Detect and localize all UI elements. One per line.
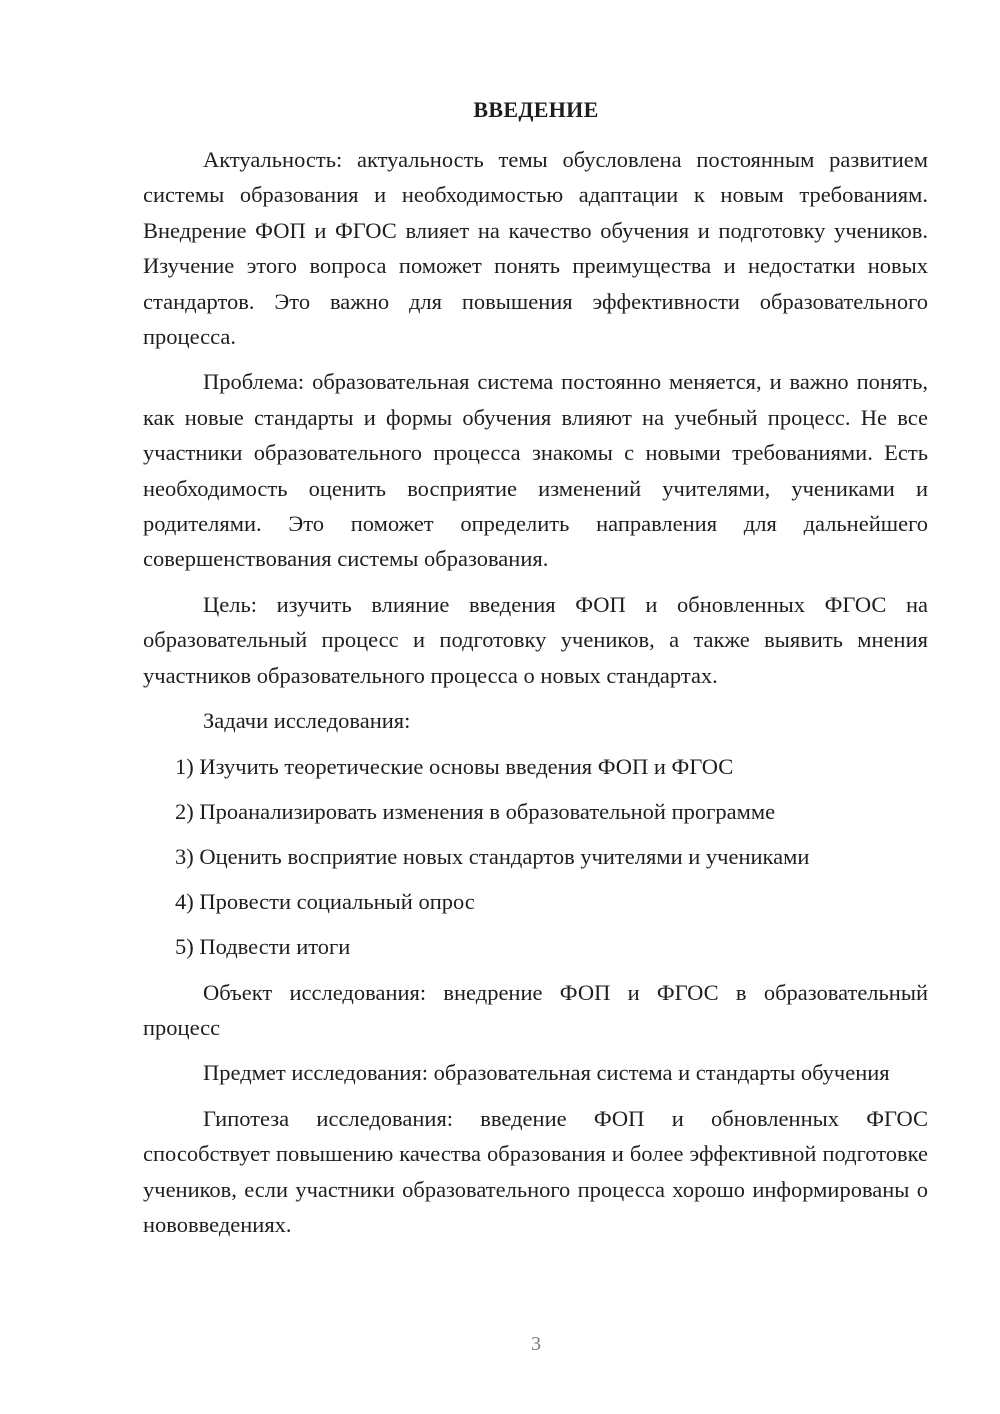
paragraph-goal: Цель: изучить влияние введения ФОП и обновленных ФГОС на образовательный процесс и подготовку учеников, а также выявить мнения участников образовательного процесса о новых стандартах. xyxy=(143,591,928,688)
list-item: 5) Подвести итоги xyxy=(175,934,351,960)
page-title: ВВЕДЕНИЕ xyxy=(473,97,599,122)
document-body xyxy=(143,142,928,1252)
tasks-heading: Задачи исследования: xyxy=(203,708,411,734)
paragraph-problem: Проблема: образовательная система постоянно меняется, и важно понять, как новые стандарты и формы обучения влияют на учебный процесс. Не все участники образовательного процесса знакомы с новыми требованиями. Есть необходимость оценить восприятие изменений учителями, учениками и родителями. Это поможет определить направления для дальнейшего совершенствования системы образования. xyxy=(143,369,928,572)
list-item: 1) Изучить теоретические основы введения ФОП и ФГОС xyxy=(175,753,734,779)
list-item: 4) Провести социальный опрос xyxy=(175,889,475,915)
paragraph-subject: Предмет исследования: образовательная система и стандарты обучения xyxy=(203,1060,890,1086)
paragraph-object: Объект исследования: внедрение ФОП и ФГОС в образовательный процесс xyxy=(143,979,928,1040)
paragraph-hypothesis: Гипотеза исследования: введение ФОП и обновленных ФГОС способствует повышению качества образования и более эффективной подготовке учеников, если участники образовательного процесса хорошо информированы о нововведениях. xyxy=(143,1105,928,1237)
tasks-list xyxy=(143,749,928,965)
list-item: 3) Оценить восприятие новых стандартов учителями и учениками xyxy=(175,843,810,869)
page-number: 3 xyxy=(531,1333,541,1355)
paragraph-relevance: Актуальность: актуальность темы обусловлена постоянным развитием системы образования и необходимостью адаптации к новым требованиям. Внедрение ФОП и ФГОС влияет на качество обучения и подготовку учеников. Изучение этого вопроса поможет понять преимущества и недостатки новых стандартов. Это важно для повышения эффективности образовательного процесса. xyxy=(143,147,928,350)
list-item: 2) Проанализировать изменения в образовательной программе xyxy=(175,798,776,824)
